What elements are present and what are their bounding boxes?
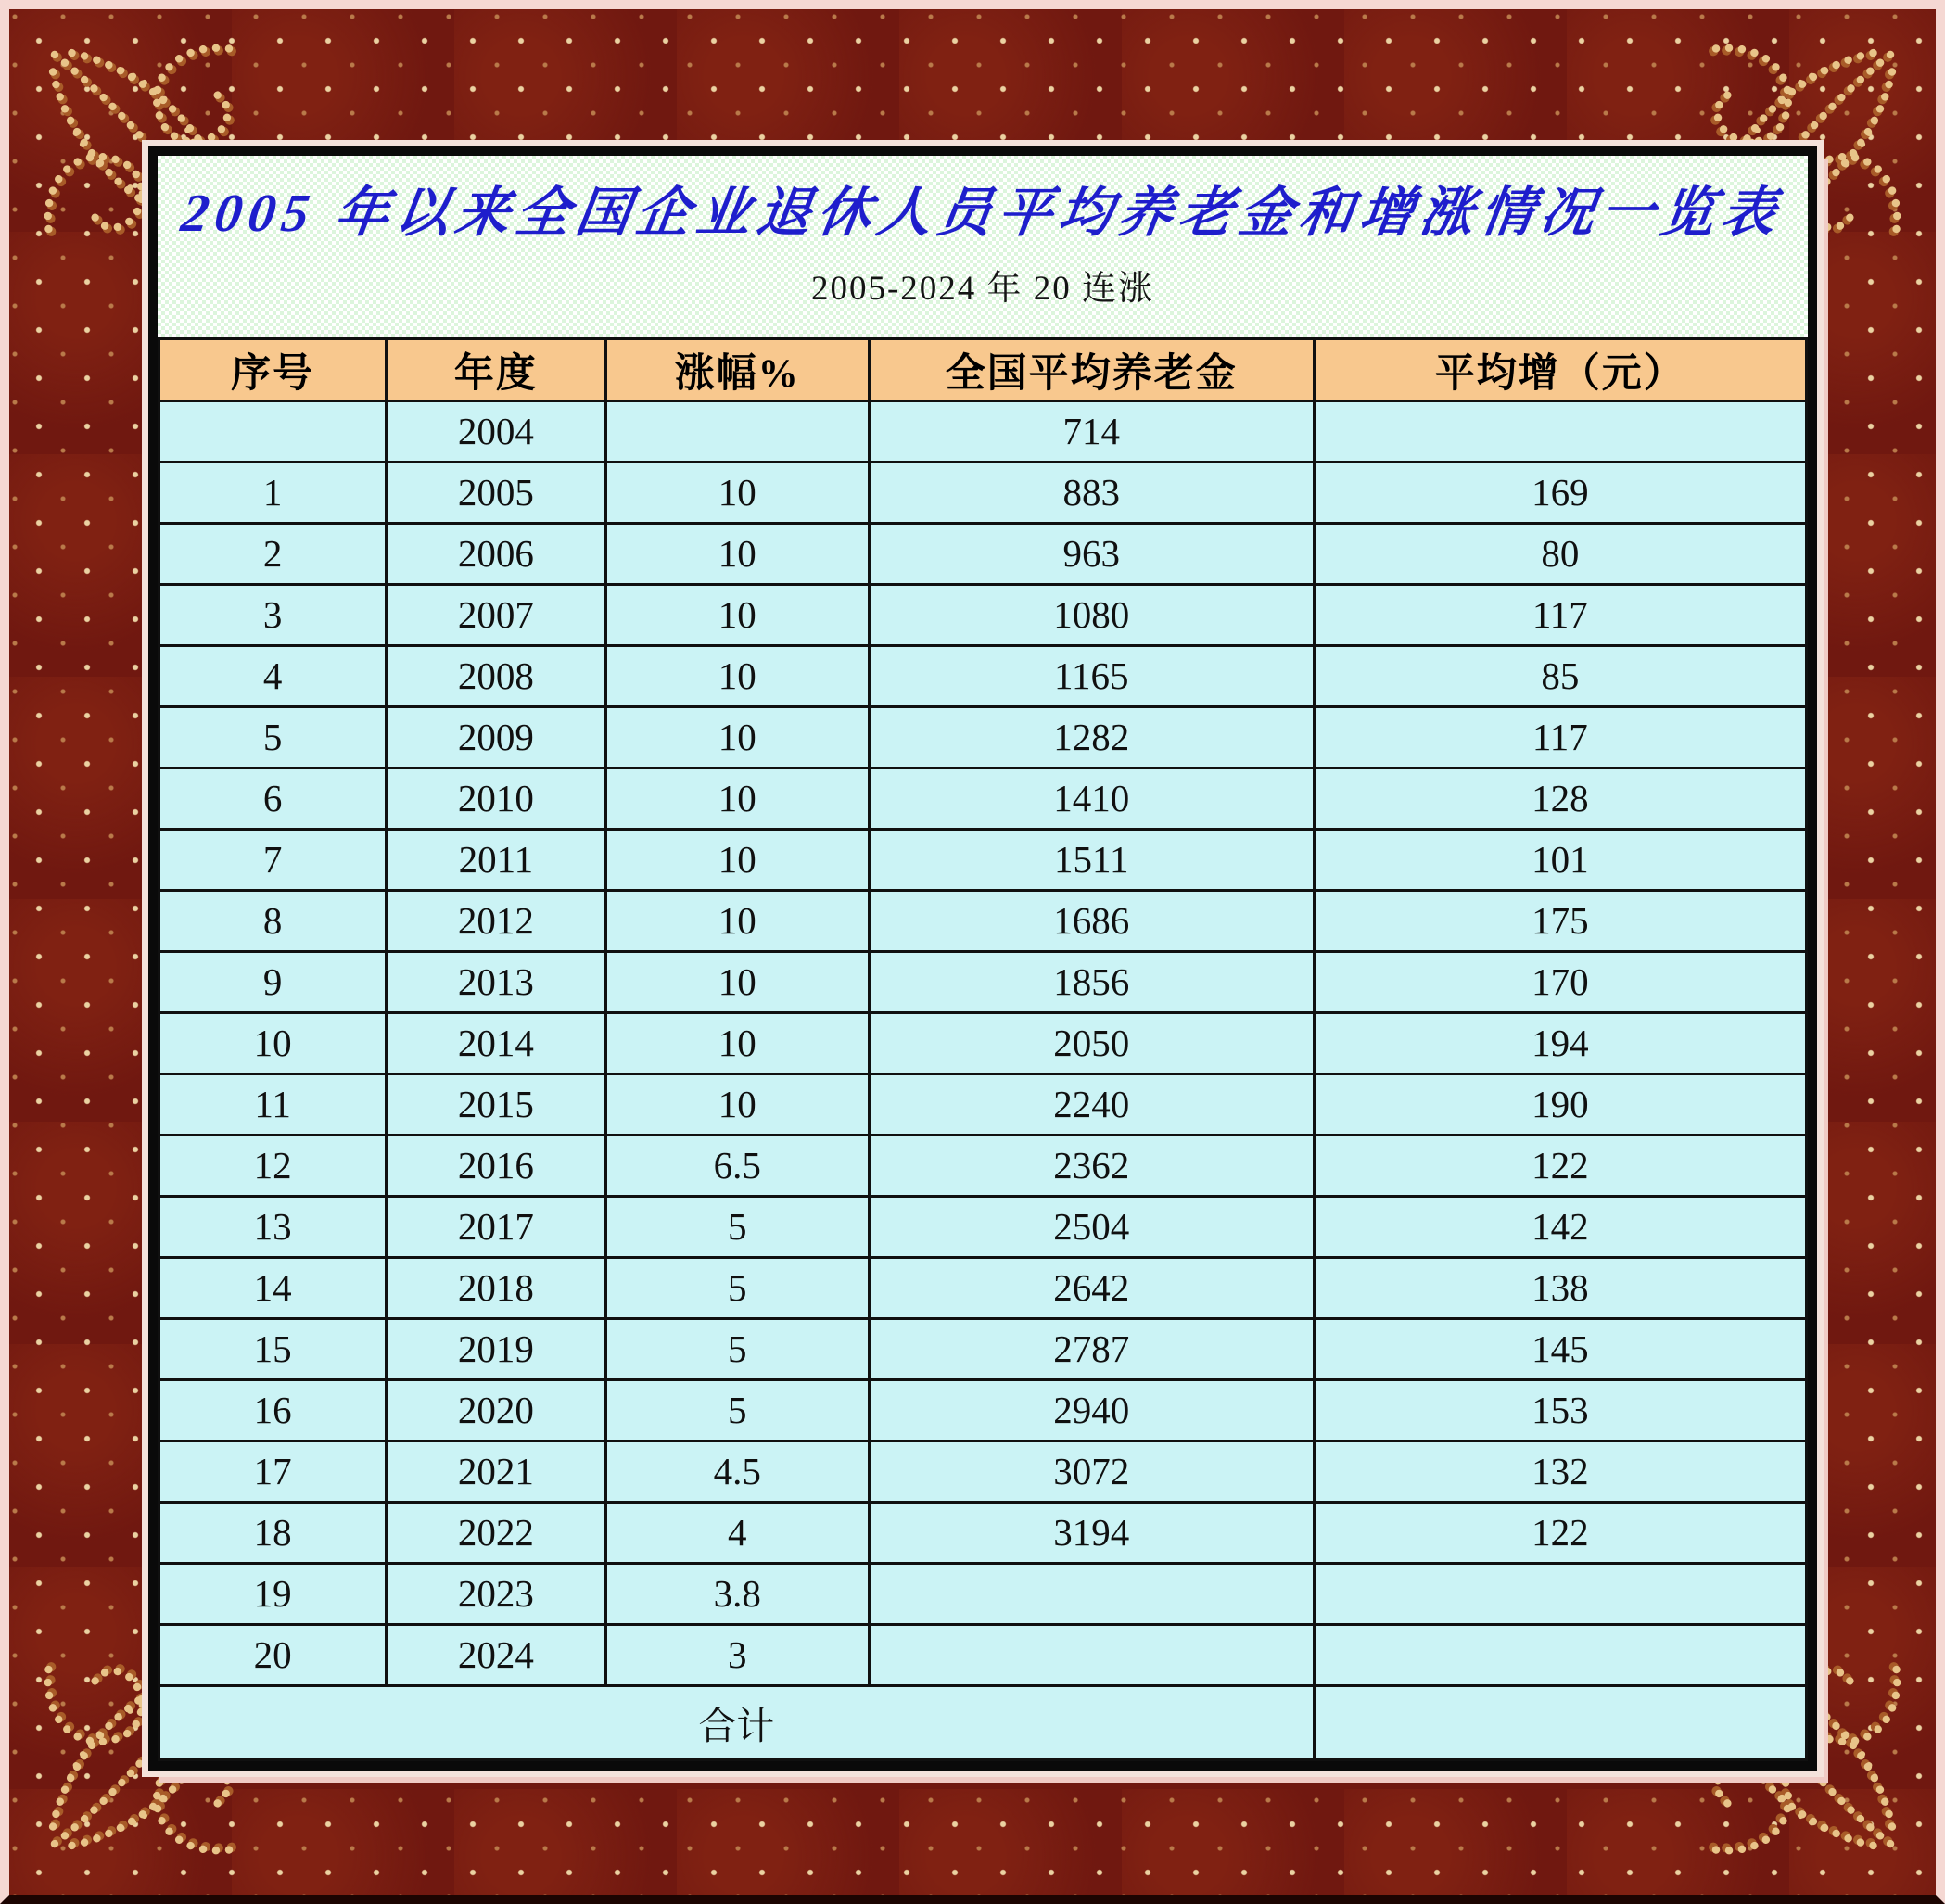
table-cell: 2016 — [387, 1135, 605, 1196]
table-cell: 2009 — [387, 706, 605, 768]
table-row — [159, 1563, 1807, 1624]
table-cell: 19 — [159, 1563, 387, 1624]
table-cell: 3 — [159, 584, 387, 645]
table-cell: 1080 — [869, 584, 1314, 645]
table-cell: 1511 — [869, 829, 1314, 890]
table-row — [159, 523, 1807, 584]
table-cell: 117 — [1314, 706, 1806, 768]
table-cell: 80 — [1314, 523, 1806, 584]
table-cell: 117 — [1314, 584, 1806, 645]
table-cell: 2014 — [387, 1012, 605, 1073]
table-cell: 1 — [159, 462, 387, 523]
column-header: 年度 — [387, 339, 605, 401]
table-cell: 175 — [1314, 890, 1806, 951]
table-cell: 14 — [159, 1257, 387, 1318]
table-cell: 3072 — [869, 1441, 1314, 1502]
table-cell: 190 — [1314, 1073, 1806, 1135]
table-row — [159, 951, 1807, 1012]
table-row — [159, 1135, 1807, 1196]
table-cell: 10 — [605, 462, 869, 523]
table-cell: 10 — [605, 1012, 869, 1073]
column-header: 全国平均养老金 — [869, 339, 1314, 401]
pension-table — [158, 337, 1808, 1761]
table-cell: 5 — [605, 1318, 869, 1379]
table-cell: 20 — [159, 1624, 387, 1685]
table-cell: 2022 — [387, 1502, 605, 1563]
table-cell: 2011 — [387, 829, 605, 890]
table-cell: 2024 — [387, 1624, 605, 1685]
table-cell: 2012 — [387, 890, 605, 951]
table-header-row — [159, 339, 1807, 401]
table-cell: 10 — [605, 768, 869, 829]
table-row — [159, 1379, 1807, 1441]
table-cell: 2010 — [387, 768, 605, 829]
table-cell: 2013 — [387, 951, 605, 1012]
table-cell: 2642 — [869, 1257, 1314, 1318]
table-cell: 10 — [159, 1012, 387, 1073]
table-cell: 2240 — [869, 1073, 1314, 1135]
table-cell: 15 — [159, 1318, 387, 1379]
table-cell: 12 — [159, 1135, 387, 1196]
table-cell: 11 — [159, 1073, 387, 1135]
table-cell: 1282 — [869, 706, 1314, 768]
table-cell: 4 — [159, 645, 387, 706]
table-cell: 3194 — [869, 1502, 1314, 1563]
table-cell: 2005 — [387, 462, 605, 523]
table-row — [159, 462, 1807, 523]
table-cell: 16 — [159, 1379, 387, 1441]
table-row — [159, 890, 1807, 951]
table-cell: 6.5 — [605, 1135, 869, 1196]
table-row — [159, 1012, 1807, 1073]
table-cell: 5 — [605, 1196, 869, 1257]
table-cell: 1686 — [869, 890, 1314, 951]
table-cell — [159, 401, 387, 463]
table-cell: 1410 — [869, 768, 1314, 829]
table-cell: 4 — [605, 1502, 869, 1563]
table-cell: 194 — [1314, 1012, 1806, 1073]
table-cell: 2021 — [387, 1441, 605, 1502]
table-cell: 963 — [869, 523, 1314, 584]
table-row — [159, 706, 1807, 768]
table-cell: 2004 — [387, 401, 605, 463]
table-cell: 142 — [1314, 1196, 1806, 1257]
subtitle: 2005-2024 年 20 连涨 — [810, 270, 1155, 308]
table-row — [159, 1196, 1807, 1257]
table-cell: 2362 — [869, 1135, 1314, 1196]
table-cell: 2020 — [387, 1379, 605, 1441]
table-row — [159, 1441, 1807, 1502]
table-cell: 2 — [159, 523, 387, 584]
table-cell: 3 — [605, 1624, 869, 1685]
table-cell: 2787 — [869, 1318, 1314, 1379]
table-cell: 1165 — [869, 645, 1314, 706]
table-cell: 5 — [605, 1257, 869, 1318]
table-cell — [1314, 1563, 1806, 1624]
table-cell: 3.8 — [605, 1563, 869, 1624]
table-cell: 2008 — [387, 645, 605, 706]
table-cell: 2017 — [387, 1196, 605, 1257]
table-cell: 10 — [605, 645, 869, 706]
table-row — [159, 1257, 1807, 1318]
table-cell: 8 — [159, 890, 387, 951]
title-band — [158, 156, 1808, 337]
table-cell: 2023 — [387, 1563, 605, 1624]
table-row — [159, 584, 1807, 645]
column-header: 涨幅% — [605, 339, 869, 401]
column-header: 平均增（元） — [1314, 339, 1806, 401]
table-cell: 883 — [869, 462, 1314, 523]
table-cell: 1856 — [869, 951, 1314, 1012]
table-row — [159, 1502, 1807, 1563]
table-cell: 6 — [159, 768, 387, 829]
table-cell: 2504 — [869, 1196, 1314, 1257]
table-cell: 10 — [605, 951, 869, 1012]
table-cell: 7 — [159, 829, 387, 890]
table-row — [159, 1318, 1807, 1379]
table-cell: 10 — [605, 890, 869, 951]
content-panel — [148, 146, 1817, 1771]
table-cell: 13 — [159, 1196, 387, 1257]
table-row — [159, 1624, 1807, 1685]
table-cell: 10 — [605, 829, 869, 890]
table-cell — [605, 401, 869, 463]
table-row — [159, 829, 1807, 890]
table-cell: 2019 — [387, 1318, 605, 1379]
table-cell: 2006 — [387, 523, 605, 584]
table-cell: 10 — [605, 1073, 869, 1135]
table-cell — [869, 1624, 1314, 1685]
table-cell: 714 — [869, 401, 1314, 463]
table-cell: 2050 — [869, 1012, 1314, 1073]
table-cell: 153 — [1314, 1379, 1806, 1441]
total-row — [159, 1685, 1807, 1759]
table-cell — [869, 1563, 1314, 1624]
table-cell: 10 — [605, 584, 869, 645]
table-cell: 170 — [1314, 951, 1806, 1012]
table-cell: 138 — [1314, 1257, 1806, 1318]
table-cell — [1314, 1624, 1806, 1685]
table-cell: 2940 — [869, 1379, 1314, 1441]
table-cell: 5 — [605, 1379, 869, 1441]
total-value-cell — [1314, 1685, 1806, 1759]
table-cell: 17 — [159, 1441, 387, 1502]
table-cell: 145 — [1314, 1318, 1806, 1379]
total-label-cell: 合计 — [159, 1685, 1315, 1759]
table-cell: 122 — [1314, 1135, 1806, 1196]
table-cell: 18 — [159, 1502, 387, 1563]
table-cell: 10 — [605, 706, 869, 768]
table-cell: 2007 — [387, 584, 605, 645]
table-cell: 122 — [1314, 1502, 1806, 1563]
table-cell: 2015 — [387, 1073, 605, 1135]
table-row — [159, 768, 1807, 829]
table-cell: 169 — [1314, 462, 1806, 523]
table-cell: 4.5 — [605, 1441, 869, 1502]
table-row — [159, 401, 1807, 463]
table-cell: 132 — [1314, 1441, 1806, 1502]
table-cell: 128 — [1314, 768, 1806, 829]
table-cell — [1314, 401, 1806, 463]
table-row — [159, 645, 1807, 706]
page-title-text: 2005 年以来全国企业退休人员平均养老金和增涨情况一览表 — [177, 183, 1786, 243]
table-cell: 10 — [605, 523, 869, 584]
table-cell: 2018 — [387, 1257, 605, 1318]
table-cell: 101 — [1314, 829, 1806, 890]
table-cell: 85 — [1314, 645, 1806, 706]
table-cell: 5 — [159, 706, 387, 768]
column-header: 序号 — [159, 339, 387, 401]
table-row — [159, 1073, 1807, 1135]
page-title — [158, 156, 1808, 247]
table-cell: 9 — [159, 951, 387, 1012]
